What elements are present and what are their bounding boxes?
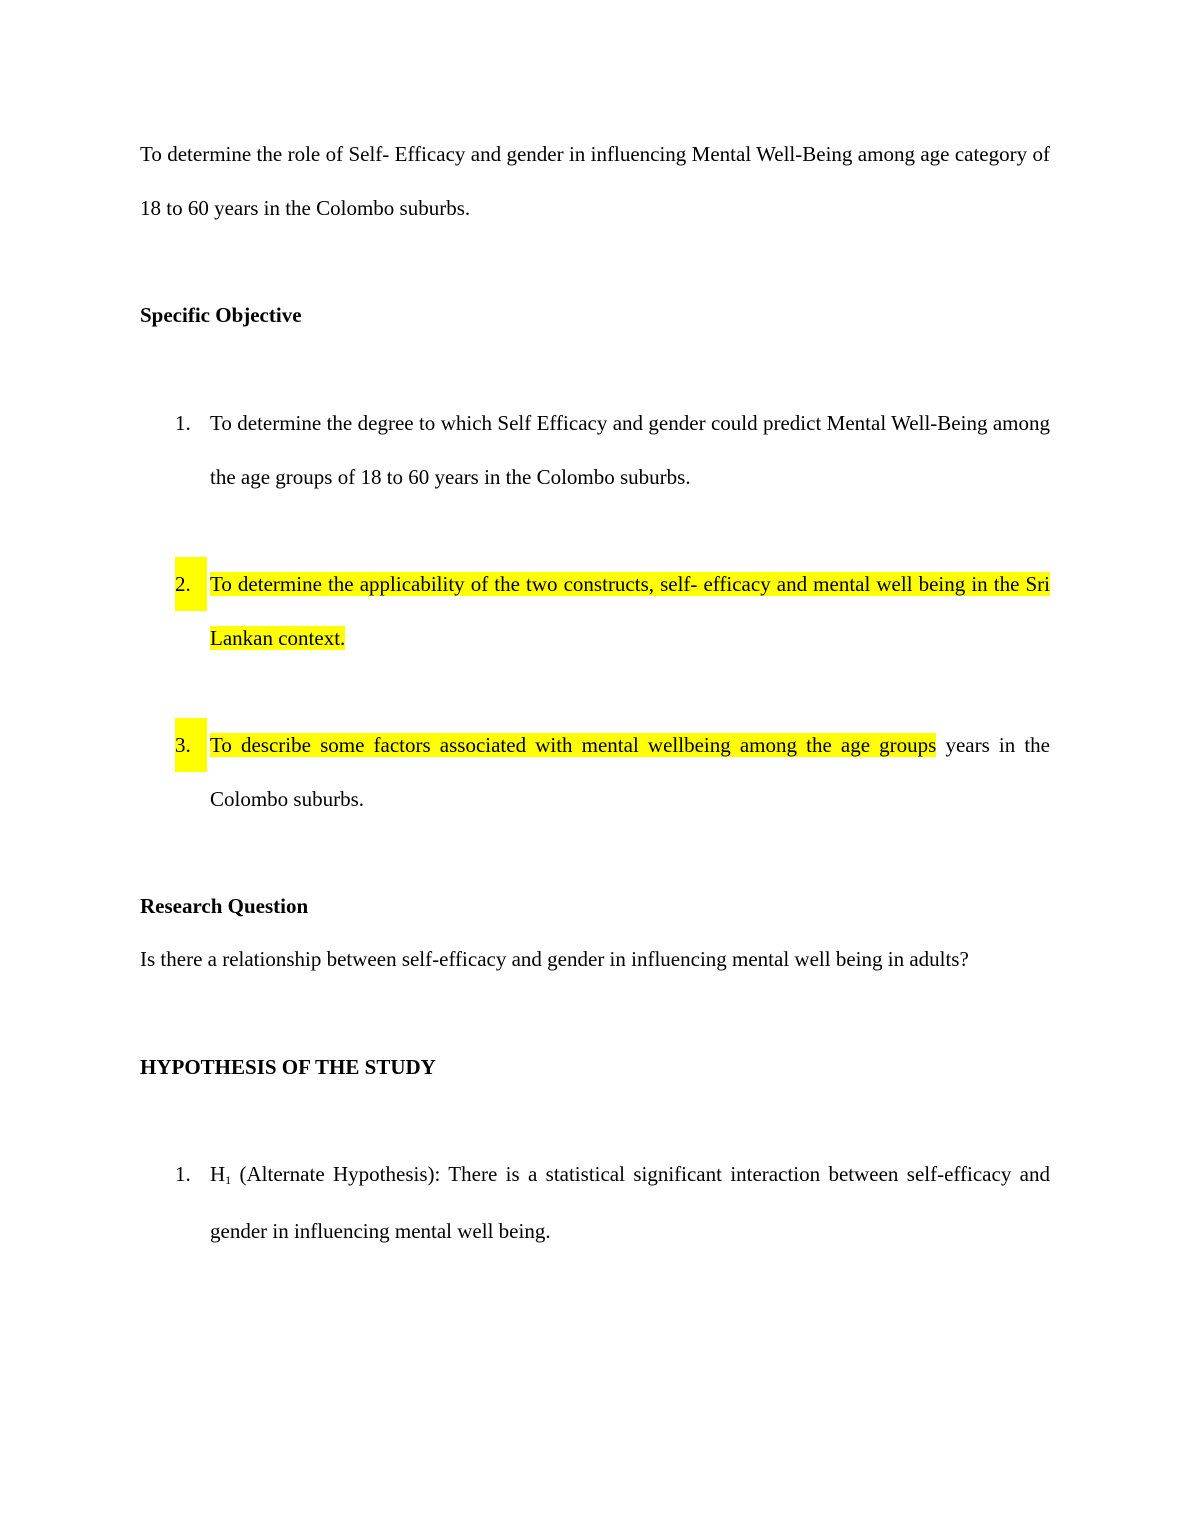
objective-item-2: [140, 557, 1050, 665]
objective-item-1: [140, 396, 1050, 504]
objective-item-3: [140, 718, 1050, 826]
hypothesis-statement: (Alternate Hypothesis): There is a statistical significant interaction between self-efficacy and gender in influencing mental well being.: [210, 1162, 1050, 1243]
objective-text-1: To determine the degree to which Self Efficacy and gender could predict Mental Well-Being among the age groups of 18 to 60 years in the Colombo suburbs.: [210, 411, 1050, 489]
objective-number-2: 2.: [175, 557, 207, 611]
research-question-heading: Research Question: [140, 894, 309, 918]
research-question-text: Is there a relationship between self-efficacy and gender in influencing mental well being in adults?: [140, 947, 969, 971]
hypothesis-subscript: 1: [225, 1173, 232, 1187]
intro-paragraph: To determine the role of Self- Efficacy and gender in influencing Mental Well-Being among age category of 18 to 60 years in the Colombo suburbs.: [140, 142, 1050, 220]
objective-text-3-plain: years in the Colombo suburbs.: [210, 733, 1051, 811]
objective-text-2: [210, 557, 1050, 665]
hypothesis-number-1: 1.: [175, 1162, 191, 1186]
objective-text-2-highlight: To determine the applicability of the two constructs, self- efficacy and mental well being in the Sri Lankan context.: [210, 572, 1050, 650]
hypothesis-symbol: H: [210, 1162, 226, 1186]
objective-text-3: [210, 718, 1050, 826]
hypothesis-heading: HYPOTHESIS OF THE STUDY: [140, 1055, 436, 1079]
objective-number-3: 3.: [175, 718, 207, 772]
hypothesis-item-1: [140, 1147, 1050, 1258]
hypothesis-text-1: [210, 1147, 1050, 1258]
objective-text-3-highlight: To describe some factors associated with mental wellbeing among the age groups: [210, 733, 937, 757]
specific-objective-heading: Specific Objective: [140, 303, 302, 327]
objective-number-1: 1.: [175, 411, 191, 435]
